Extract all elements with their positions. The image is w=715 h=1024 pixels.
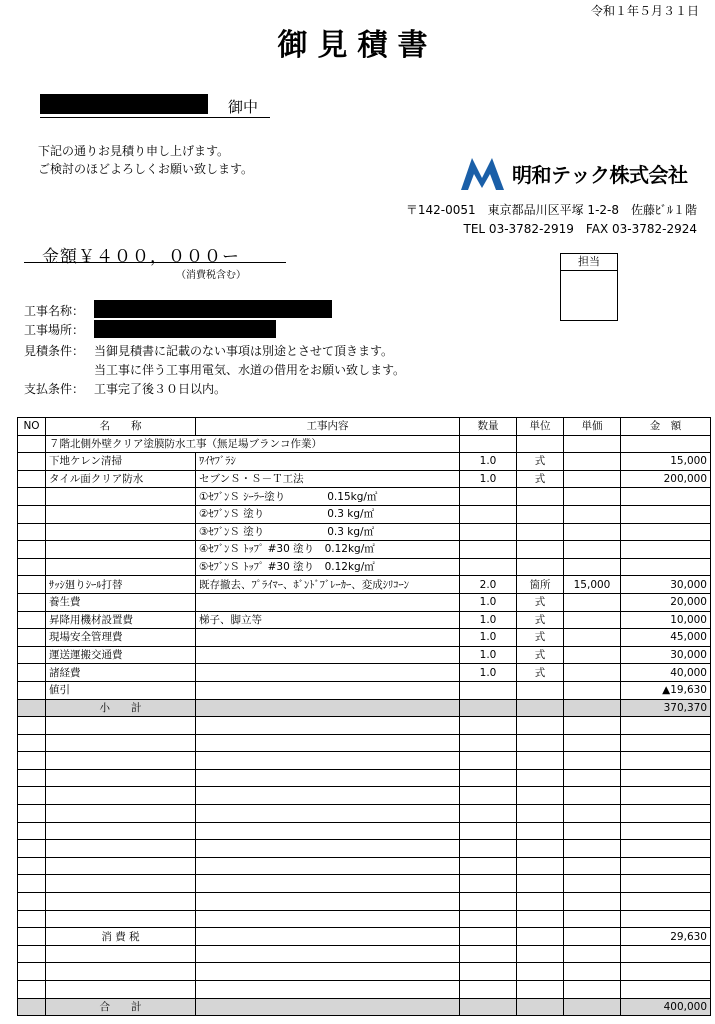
cell-price [564, 981, 621, 999]
cell-qty [460, 945, 517, 963]
cell-name: 合 計 [46, 998, 196, 1016]
cell-amount: 30,000 [621, 646, 711, 664]
cell-name: ｻｯｼ廻りｼｰﾙ打替 [46, 576, 196, 594]
cell-no [18, 664, 46, 682]
cell-amount [621, 505, 711, 523]
cell-unit [517, 541, 564, 559]
cell-unit [517, 699, 564, 717]
cell-no [18, 681, 46, 699]
cell-unit [517, 840, 564, 858]
cell-amount [621, 435, 711, 453]
cell-content [196, 646, 460, 664]
table-row [18, 805, 711, 823]
cell-amount [621, 523, 711, 541]
cell-content [196, 840, 460, 858]
cell-unit [517, 857, 564, 875]
table-row [18, 963, 711, 981]
cell-no [18, 699, 46, 717]
table-row [18, 453, 711, 471]
cell-no [18, 435, 46, 453]
cell-content [196, 699, 460, 717]
cell-amount [621, 910, 711, 928]
cell-no [18, 646, 46, 664]
cell-content [196, 717, 460, 735]
cell-no [18, 875, 46, 893]
cell-amount: 400,000 [621, 998, 711, 1016]
cell-amount [621, 752, 711, 770]
cell-unit: 式 [517, 611, 564, 629]
cell-name: 値引 [46, 681, 196, 699]
table-row [18, 840, 711, 858]
cell-qty [460, 840, 517, 858]
cell-qty: 1.0 [460, 629, 517, 647]
condition-line-2: 当工事に伴う工事用電気、水道の借用をお願い致します。 [94, 363, 406, 377]
cell-amount [621, 840, 711, 858]
cell-name [46, 734, 196, 752]
cell-unit [517, 910, 564, 928]
cell-price [564, 893, 621, 911]
cell-content [196, 981, 460, 999]
payment-terms: 工事完了後３０日以内。 [94, 382, 227, 396]
table-row [18, 998, 711, 1016]
cell-content [196, 805, 460, 823]
table-row [18, 611, 711, 629]
cell-unit [517, 505, 564, 523]
cell-qty [460, 681, 517, 699]
table-row [18, 629, 711, 647]
cell-amount [621, 981, 711, 999]
cell-name [46, 787, 196, 805]
cell-qty [460, 910, 517, 928]
cell-no [18, 523, 46, 541]
cell-unit: 式 [517, 453, 564, 471]
header-no: NO [18, 418, 46, 436]
cell-qty: 1.0 [460, 664, 517, 682]
cell-price [564, 875, 621, 893]
cell-no [18, 769, 46, 787]
cell-price [564, 910, 621, 928]
cell-unit [517, 822, 564, 840]
cell-no [18, 893, 46, 911]
cell-qty: 2.0 [460, 576, 517, 594]
header-unit: 単位 [517, 418, 564, 436]
company-address: 〒142-0051 東京都品川区平塚 1-2-8 佐藤ﾋﾞﾙ１階 [405, 203, 697, 217]
issue-date: 令和１年５月３１日 [590, 4, 699, 18]
cell-name: 消 費 税 [46, 928, 196, 946]
cell-price [564, 593, 621, 611]
cell-price [564, 453, 621, 471]
cell-no [18, 734, 46, 752]
cell-price [564, 664, 621, 682]
cell-unit [517, 928, 564, 946]
header-content: 工事内容 [196, 418, 460, 436]
cell-amount [621, 893, 711, 911]
cell-no [18, 558, 46, 576]
cell-name: 下地ケレン清掃 [46, 453, 196, 471]
table-row [18, 822, 711, 840]
cell-no [18, 752, 46, 770]
table-row [18, 752, 711, 770]
stamp-label: 担当 [561, 254, 617, 271]
cell-amount [621, 717, 711, 735]
cell-no [18, 981, 46, 999]
cell-amount [621, 945, 711, 963]
cell-no [18, 593, 46, 611]
cell-no [18, 840, 46, 858]
cell-qty [460, 523, 517, 541]
cell-unit [517, 998, 564, 1016]
cell-content [196, 664, 460, 682]
cell-name: タイル面クリア防水 [46, 470, 196, 488]
conditions-label: 見積条件： [24, 344, 85, 358]
cell-price [564, 857, 621, 875]
cell-content: ③ｾﾌﾞﾝＳ 塗り 0.3 kg/㎡ [196, 523, 460, 541]
cell-content [196, 822, 460, 840]
cell-unit [517, 435, 564, 453]
cell-price [564, 488, 621, 506]
cell-no [18, 910, 46, 928]
cell-content: 梯子、脚立等 [196, 611, 460, 629]
cell-qty [460, 435, 517, 453]
cell-price [564, 681, 621, 699]
cell-no [18, 717, 46, 735]
cell-price [564, 787, 621, 805]
cell-unit [517, 981, 564, 999]
cell-no [18, 453, 46, 471]
cell-unit: 式 [517, 664, 564, 682]
table-row [18, 945, 711, 963]
cell-unit [517, 945, 564, 963]
payment-label: 支払条件： [24, 382, 85, 396]
cell-amount [621, 875, 711, 893]
cell-content [196, 893, 460, 911]
cell-qty [460, 734, 517, 752]
header-amount: 金 額 [621, 418, 711, 436]
amount-underline [24, 262, 286, 263]
cell-content [196, 963, 460, 981]
cell-qty: 1.0 [460, 646, 517, 664]
cell-unit [517, 717, 564, 735]
greeting-line-1: 下記の通りお見積り申し上げます。 [38, 144, 230, 158]
cell-unit [517, 769, 564, 787]
table-row [18, 717, 711, 735]
cell-qty [460, 505, 517, 523]
project-place-label: 工事場所： [24, 323, 85, 337]
cell-no [18, 963, 46, 981]
cell-unit [517, 558, 564, 576]
project-name-redaction [94, 300, 332, 318]
table-row [18, 875, 711, 893]
document-title: 御見積書 [277, 28, 438, 63]
cell-name [46, 840, 196, 858]
cell-qty [460, 875, 517, 893]
header-qty: 数量 [460, 418, 517, 436]
cell-amount [621, 787, 711, 805]
cell-content [196, 752, 460, 770]
table-row [18, 734, 711, 752]
cell-content [196, 681, 460, 699]
table-row [18, 470, 711, 488]
cell-price: 15,000 [564, 576, 621, 594]
table-row [18, 769, 711, 787]
cell-content [196, 769, 460, 787]
staff-stamp-box [560, 253, 618, 321]
cell-content [196, 875, 460, 893]
cell-name [46, 752, 196, 770]
cell-name [46, 963, 196, 981]
cell-name [46, 488, 196, 506]
cell-content [196, 945, 460, 963]
cell-price [564, 558, 621, 576]
cell-no [18, 805, 46, 823]
table-row [18, 681, 711, 699]
cell-price [564, 523, 621, 541]
cell-amount: 30,000 [621, 576, 711, 594]
cell-unit [517, 752, 564, 770]
cell-unit: 箇所 [517, 576, 564, 594]
table-row [18, 787, 711, 805]
cell-unit: 式 [517, 629, 564, 647]
table-row [18, 488, 711, 506]
cell-content [196, 593, 460, 611]
table-row [18, 646, 711, 664]
cell-price [564, 840, 621, 858]
cell-price [564, 945, 621, 963]
cell-name [46, 505, 196, 523]
cell-name [46, 805, 196, 823]
cell-no [18, 787, 46, 805]
cell-qty [460, 699, 517, 717]
cell-qty: 1.0 [460, 593, 517, 611]
cell-no [18, 488, 46, 506]
cell-price [564, 470, 621, 488]
cell-content [196, 928, 460, 946]
table-row [18, 435, 711, 453]
cell-price [564, 699, 621, 717]
cell-content: ①ｾﾌﾞﾝＳ ｼｰﾗｰ塗り 0.15kg/㎡ [196, 488, 460, 506]
cell-name [46, 910, 196, 928]
cell-unit [517, 875, 564, 893]
cell-content: 既存撤去、ﾌﾟﾗｲﾏｰ、ﾎﾞﾝﾄﾞﾌﾞﾚｰｶｰ、変成ｼﾘｺｰﾝ [196, 576, 460, 594]
cell-qty [460, 752, 517, 770]
table-row [18, 928, 711, 946]
cell-qty [460, 558, 517, 576]
cell-unit: 式 [517, 593, 564, 611]
cell-price [564, 822, 621, 840]
total-amount: 金額￥４００，０００ー [42, 247, 240, 267]
company-contact: TEL 03-3782-2919 FAX 03-3782-2924 [463, 222, 697, 236]
cell-no [18, 629, 46, 647]
table-row [18, 541, 711, 559]
cell-qty: 1.0 [460, 470, 517, 488]
recipient-underline [40, 117, 270, 118]
project-name-label: 工事名称： [24, 304, 85, 318]
cell-no [18, 541, 46, 559]
cell-amount: 45,000 [621, 629, 711, 647]
cell-amount: 15,000 [621, 453, 711, 471]
cell-amount: 10,000 [621, 611, 711, 629]
cell-name [46, 857, 196, 875]
cell-name: 現場安全管理費 [46, 629, 196, 647]
cell-price [564, 998, 621, 1016]
cell-no [18, 998, 46, 1016]
cell-unit [517, 963, 564, 981]
recipient-redaction [40, 94, 208, 114]
cell-qty [460, 963, 517, 981]
cell-qty [460, 822, 517, 840]
cell-qty [460, 541, 517, 559]
table-row [18, 981, 711, 999]
recipient-suffix: 御中 [228, 98, 259, 116]
cell-no [18, 857, 46, 875]
cell-amount [621, 857, 711, 875]
cell-content: ④ｾﾌﾞﾝＳ ﾄｯﾌﾟ #30 塗り 0.12kg/㎡ [196, 541, 460, 559]
company-name: 明和テック株式会社 [512, 162, 688, 187]
cell-no [18, 576, 46, 594]
cell-qty [460, 488, 517, 506]
cell-qty [460, 769, 517, 787]
cell-unit: 式 [517, 470, 564, 488]
cell-qty [460, 717, 517, 735]
cell-content [196, 998, 460, 1016]
cell-unit [517, 523, 564, 541]
cell-no [18, 928, 46, 946]
cell-name: 諸経費 [46, 664, 196, 682]
cell-qty [460, 857, 517, 875]
cell-name [46, 945, 196, 963]
company-logo-icon [458, 154, 508, 192]
cell-unit: 式 [517, 646, 564, 664]
cell-unit [517, 787, 564, 805]
header-name: 名 称 [46, 418, 196, 436]
cell-amount [621, 769, 711, 787]
greeting-line-2: ご検討のほどよろしくお願い致します。 [38, 162, 254, 176]
cell-content [196, 787, 460, 805]
cell-price [564, 505, 621, 523]
cell-name [46, 523, 196, 541]
cell-name: 小 計 [46, 699, 196, 717]
cell-amount [621, 963, 711, 981]
table-row [18, 593, 711, 611]
cell-qty: 1.0 [460, 611, 517, 629]
cell-no [18, 505, 46, 523]
cell-name [46, 541, 196, 559]
table-row [18, 664, 711, 682]
cell-no [18, 470, 46, 488]
cell-price [564, 752, 621, 770]
cell-amount [621, 558, 711, 576]
cell-name [46, 875, 196, 893]
cell-name [46, 717, 196, 735]
cell-content: ②ｾﾌﾞﾝＳ 塗り 0.3 kg/㎡ [196, 505, 460, 523]
cell-unit [517, 681, 564, 699]
cell-content [196, 629, 460, 647]
table-header-row [18, 418, 711, 436]
table-row [18, 857, 711, 875]
cell-amount: 370,370 [621, 699, 711, 717]
cell-unit [517, 488, 564, 506]
cell-content [196, 910, 460, 928]
cell-amount [621, 734, 711, 752]
table-row [18, 505, 711, 523]
header-price: 単価 [564, 418, 621, 436]
cell-name: 運送運搬交通費 [46, 646, 196, 664]
cell-content: ⑤ｾﾌﾞﾝＳ ﾄｯﾌﾟ #30 塗り 0.12kg/㎡ [196, 558, 460, 576]
cell-unit [517, 805, 564, 823]
cell-price [564, 734, 621, 752]
condition-line-1: 当御見積書に記載のない事項は別途とさせて頂きます。 [94, 344, 394, 358]
cell-amount [621, 541, 711, 559]
table-row [18, 523, 711, 541]
cell-content [196, 734, 460, 752]
cell-price [564, 769, 621, 787]
cell-unit [517, 893, 564, 911]
cell-name: 昇降用機材設置費 [46, 611, 196, 629]
company-logo [458, 154, 688, 192]
table-row [18, 558, 711, 576]
cell-qty [460, 928, 517, 946]
cell-name: 養生費 [46, 593, 196, 611]
cell-price [564, 541, 621, 559]
cell-qty [460, 893, 517, 911]
estimate-table [17, 417, 711, 1016]
cell-name [46, 558, 196, 576]
cell-qty [460, 787, 517, 805]
cell-amount [621, 488, 711, 506]
cell-content [196, 857, 460, 875]
cell-amount [621, 805, 711, 823]
table-row [18, 893, 711, 911]
cell-no [18, 611, 46, 629]
project-place-redaction [94, 320, 276, 338]
cell-price [564, 435, 621, 453]
cell-amount [621, 822, 711, 840]
cell-name [46, 822, 196, 840]
cell-qty [460, 998, 517, 1016]
cell-price [564, 963, 621, 981]
table-row [18, 910, 711, 928]
cell-amount: 20,000 [621, 593, 711, 611]
cell-content: ﾜｲﾔﾌﾞﾗｼ [196, 453, 460, 471]
cell-content: セブンＳ・Ｓ－Ｔ工法 [196, 470, 460, 488]
cell-price [564, 629, 621, 647]
cell-unit [517, 734, 564, 752]
cell-amount: ▲19,630 [621, 681, 711, 699]
cell-qty [460, 805, 517, 823]
cell-qty: 1.0 [460, 453, 517, 471]
cell-price [564, 805, 621, 823]
cell-no [18, 945, 46, 963]
cell-amount: 200,000 [621, 470, 711, 488]
cell-price [564, 611, 621, 629]
cell-name [46, 893, 196, 911]
cell-price [564, 646, 621, 664]
cell-amount: 40,000 [621, 664, 711, 682]
cell-name [46, 981, 196, 999]
cell-name [46, 769, 196, 787]
table-row [18, 699, 711, 717]
cell-price [564, 928, 621, 946]
cell-no [18, 822, 46, 840]
cell-qty [460, 981, 517, 999]
cell-section-title: ７階北側外壁クリア塗膜防水工事（無足場ブランコ作業） [46, 435, 460, 453]
table-row [18, 576, 711, 594]
cell-amount: 29,630 [621, 928, 711, 946]
tax-note: （消費税含む） [176, 270, 246, 281]
cell-price [564, 717, 621, 735]
